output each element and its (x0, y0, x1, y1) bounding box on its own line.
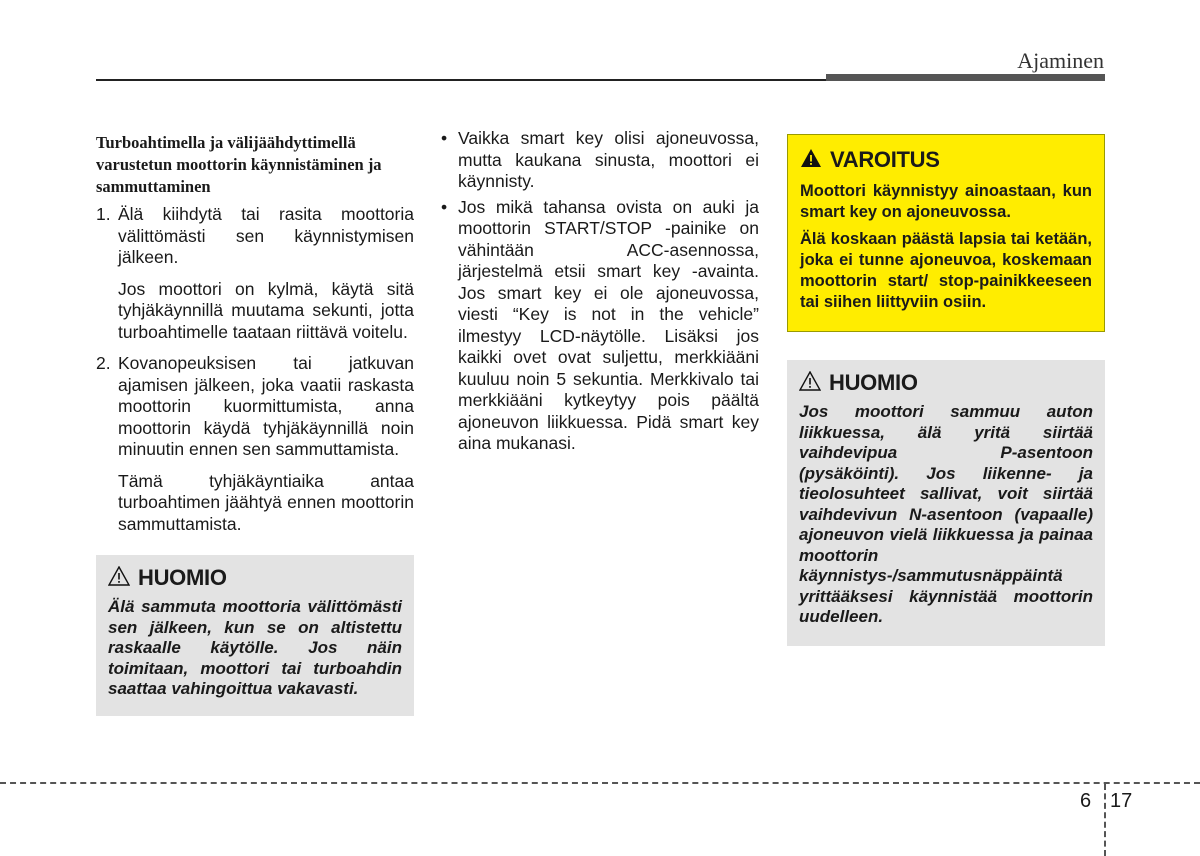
warning-triangle-icon (800, 148, 822, 173)
bullet-list (441, 128, 759, 455)
list-item (441, 197, 759, 455)
steps-list (96, 204, 414, 545)
list-item (441, 128, 759, 193)
header-rule (96, 79, 826, 81)
column-left (96, 128, 414, 716)
section-heading: Turboahtimella ja välijäähdyttimellä varustetun moottorin käynnistäminen ja sammuttaminen (96, 133, 382, 196)
footer-rule (0, 782, 1200, 784)
step-number: 2. (96, 353, 111, 373)
caution-notice-box (96, 555, 414, 716)
bullet-marker: • (441, 196, 448, 217)
step-number: 1. (96, 204, 111, 224)
caution-triangle-icon (108, 566, 130, 591)
paragraph: Älä kiihdytä tai rasita moottoria välittömästi sen käynnistymisen jälkeen. (118, 204, 414, 267)
list-item (96, 353, 414, 545)
notice-text: Älä sammuta moottoria välittömästi sen jälkeen, kun se on altistettu raskaalle käytölle. Jos näin toimitaan, moottori tai turboahdin saattaa vahingoittua vakavasti. (108, 597, 402, 698)
column-middle (441, 128, 759, 459)
warning-title: VAROITUS (830, 147, 940, 172)
footer-divider (1104, 784, 1106, 856)
warning-text: Älä koskaan päästä lapsia tai ketään, joka ei tunne ajoneuvoa, koskemaan moottorin start/ stop-painikkeeseen tai siihen liittyviin osiin. (800, 230, 1092, 311)
chapter-number: 6 (1080, 790, 1092, 812)
column-right (787, 134, 1105, 646)
notice-title: HUOMIO (138, 565, 227, 590)
warning-box (787, 134, 1105, 332)
section-title: Ajaminen (1017, 48, 1104, 73)
paragraph: Jos moottori on kylmä, käytä sitä tyhjäkäynnillä muutama sekunti, jotta turboahtimelle taataan riittävä voitelu. (118, 278, 414, 342)
bullet-text: Jos mikä tahansa ovista on auki ja moottorin START/STOP -painike on vähintään ACC-asennossa, järjestelmä etsii smart key -avainta. Jos smart key ei ole ajoneuvossa, viesti “Key is not in the vehicle” ilmestyy LCD-näytölle. Lisäksi jos kaikki ovet ovat suljettu, merkkiääni kuuluu noin 5 sekuntia. Merkkivalo tai merkkiääni kytkeytyy pois päältä ajoneuvon liikkuessa. Pidä smart key aina mukanasi. (458, 196, 759, 453)
bullet-marker: • (441, 128, 448, 148)
paragraph: Kovanopeuksisen tai jatkuvan ajamisen jälkeen, joka vaatii raskasta moottorin kuormittumista, anna moottorin käydä tyhjäkäynnillä noin minuutin ennen sen sammuttamista. (118, 353, 414, 459)
page-number: 17 (1110, 790, 1133, 812)
notice-text: Jos moottori sammuu auton liikkuessa, älä yritä siirtää vaihdevipua P-asentoon (pysäköinti). Jos liikenne- ja tieolosuhteet sallivat, voit siirtää vaihdevivun N-asentoon (vapaalle) ajoneuvon vielä liikkuessa ja painaa moottorin käynnistys-/sammutusnäppäintä yrittääksesi käynnistää moottorin uudelleen. (799, 402, 1093, 626)
paragraph: Tämä tyhjäkäyntiaika antaa turboahtimen jäähtyä ennen moottorin sammuttamista. (118, 470, 414, 534)
bullet-text: Vaikka smart key olisi ajoneuvossa, mutta kaukana sinusta, moottori ei käynnisty. (458, 128, 759, 191)
warning-text: Moottori käynnistyy ainoastaan, kun smart key on ajoneuvossa. (800, 182, 1092, 221)
caution-triangle-icon (799, 371, 821, 396)
notice-title: HUOMIO (829, 370, 918, 395)
caution-notice-box (787, 360, 1105, 646)
header-rule-accent (826, 74, 1105, 81)
list-item (96, 204, 414, 353)
